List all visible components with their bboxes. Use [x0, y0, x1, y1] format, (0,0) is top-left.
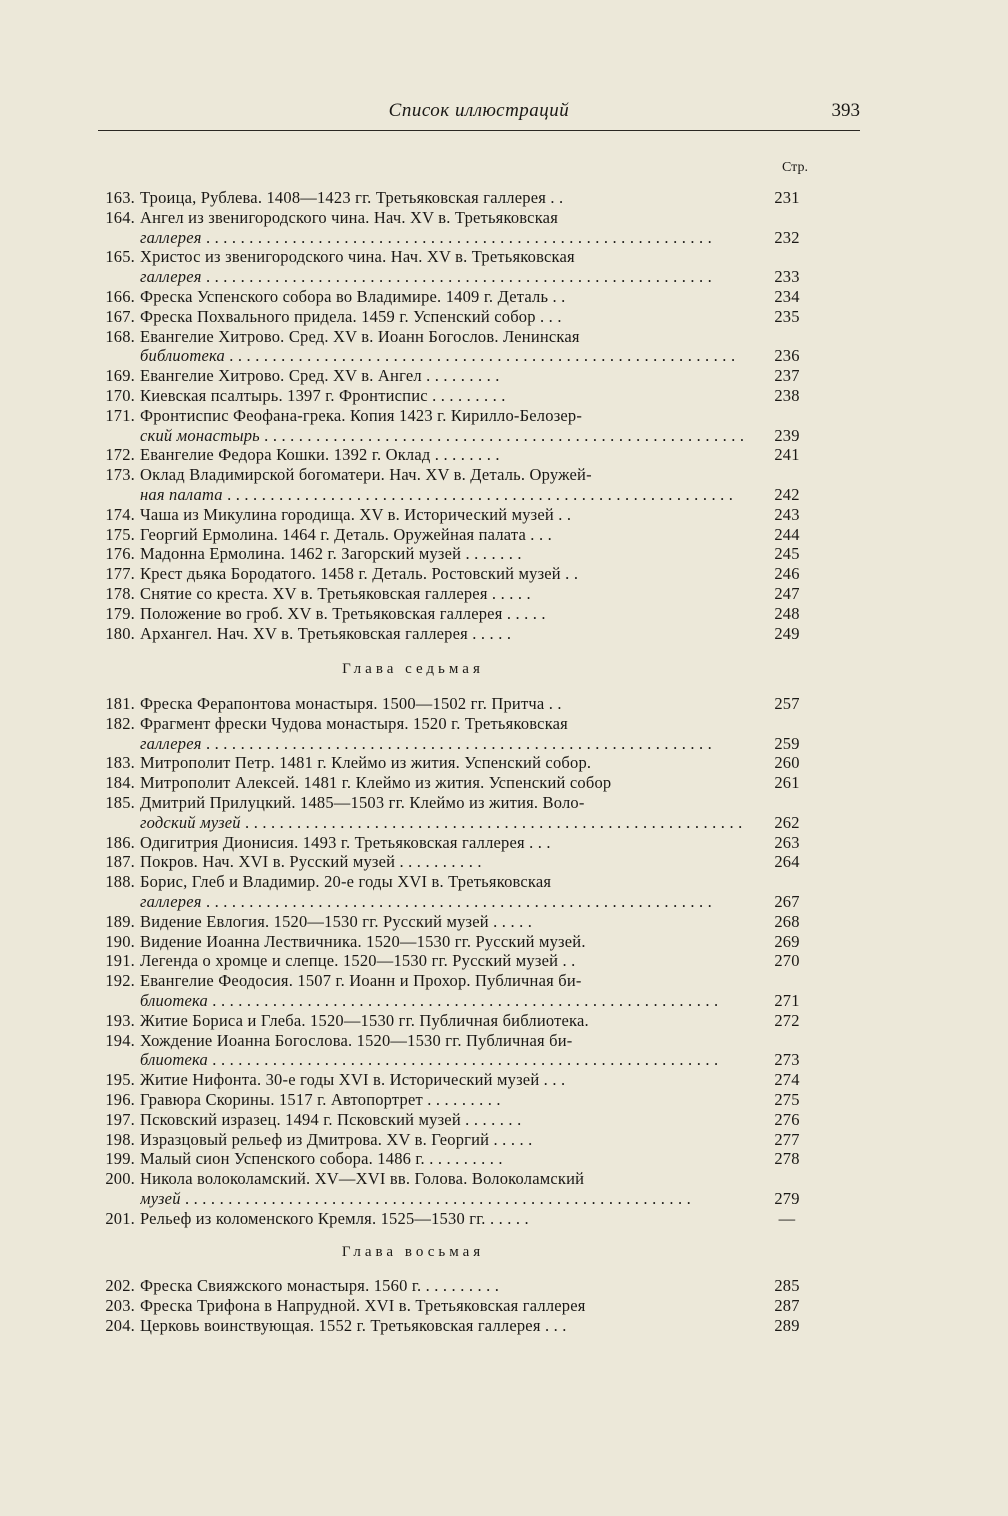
item-page-ref: 244: [774, 524, 800, 544]
item-caption-text: Георгий Ермолина. 1464 г. Деталь. Оружейная палата . . .: [140, 524, 552, 544]
item-page-ref: 260: [774, 753, 800, 773]
item-caption: [140, 386, 754, 406]
page-title: Список иллюстраций: [388, 100, 570, 121]
item-caption-text: Евангелие Хитрово. Сред. XV в. Иоанн Богослов. Ленинская: [140, 326, 580, 346]
item-page-ref: —: [778, 1208, 796, 1228]
item-caption-continuation: [140, 1189, 744, 1209]
item-caption-text: Псковский изразец. 1494 г. Псковский музей . . . . . . .: [140, 1109, 522, 1129]
item-caption: [140, 604, 754, 624]
item-page-ref: 257: [774, 694, 800, 713]
item-page-ref: 269: [774, 931, 800, 951]
item-caption-text: Архангел. Нач. XV в. Третьяковская галлерея . . . . .: [140, 623, 512, 643]
item-caption: [140, 951, 754, 971]
list-item: [92, 872, 820, 912]
item-caption-continuation: [140, 734, 744, 754]
item-caption-continuation: [140, 267, 744, 287]
list-item: [92, 1090, 820, 1110]
list-item: [92, 386, 820, 406]
item-number: 203.: [105, 1295, 135, 1315]
list-item: [92, 366, 820, 386]
item-caption-text: Фреска Успенского собора во Владимире. 1409 г. Деталь . .: [140, 286, 566, 306]
item-caption: [140, 872, 754, 912]
item-caption-text: Митрополит Петр. 1481 г. Клеймо из жития. Успенский собор.: [140, 753, 592, 773]
illustration-list-chapter-seven: [92, 694, 820, 1229]
item-page-ref: 233: [774, 267, 800, 287]
list-item: [92, 208, 820, 248]
list-item: [92, 932, 820, 952]
list-item: [92, 505, 820, 525]
item-number: 181.: [105, 694, 135, 713]
item-caption: [140, 247, 754, 287]
list-item: [92, 1031, 820, 1071]
item-caption: [140, 327, 754, 367]
item-page-ref: 231: [774, 188, 800, 207]
item-page-ref: 264: [774, 852, 800, 872]
item-page-ref: 272: [774, 1010, 800, 1030]
item-number: 170.: [105, 385, 135, 405]
item-caption: [140, 932, 754, 952]
page-number: 393: [831, 100, 860, 121]
item-number: 169.: [105, 366, 135, 386]
item-number: 191.: [105, 951, 135, 971]
item-caption: [140, 525, 754, 545]
item-caption-continuation: [140, 813, 744, 833]
item-page-ref: 239: [774, 425, 800, 445]
list-item: [92, 564, 820, 584]
item-caption-continuation-text: библиотека: [140, 346, 225, 366]
item-caption: [140, 624, 754, 644]
list-item: [92, 773, 820, 793]
item-caption-continuation-text: галлерея: [140, 733, 202, 753]
item-page-ref: 285: [774, 1276, 800, 1295]
item-number: 194.: [105, 1030, 135, 1050]
item-number: 164.: [105, 207, 135, 227]
item-caption-continuation: [140, 228, 744, 248]
item-number: 192.: [105, 971, 135, 991]
section-heading-chapter-eight: Глава восьмая: [341, 1244, 485, 1260]
item-caption-continuation: [140, 426, 744, 446]
page-column-label: Стр.: [782, 160, 808, 175]
item-page-ref: 268: [774, 911, 800, 931]
item-caption-text: Фреска Трифона в Напрудной. XVI в. Третьяковская галлерея: [140, 1295, 586, 1315]
list-item: [92, 287, 820, 307]
item-caption: [140, 1149, 754, 1169]
list-item: [92, 1316, 820, 1336]
illustration-list-chapter-six: [92, 188, 820, 643]
item-page-ref: 236: [774, 346, 800, 366]
item-caption-continuation: [140, 991, 744, 1011]
list-item: [92, 525, 820, 545]
item-caption-text: Евангелие Феодосия. 1507 г. Иоанн и Прохор. Публичная би-: [140, 971, 582, 991]
item-page-ref: 247: [774, 583, 800, 603]
item-caption: [140, 753, 754, 773]
item-page-ref: 232: [774, 227, 800, 247]
item-number: 180.: [105, 623, 135, 643]
item-caption-text: Фреска Похвального придела. 1459 г. Успенский собор . . .: [140, 306, 562, 326]
item-caption: [140, 1169, 754, 1209]
item-number: 195.: [105, 1070, 135, 1090]
item-caption-text: Покров. Нач. XVI в. Русский музей . . . . . . . . . .: [140, 852, 482, 872]
item-caption-continuation-text: галлерея: [140, 267, 202, 287]
item-caption: [140, 307, 754, 327]
item-caption: [140, 287, 754, 307]
item-caption: [140, 852, 754, 872]
item-number: 166.: [105, 286, 135, 306]
item-page-ref: 235: [774, 306, 800, 326]
item-page-ref: 276: [774, 1109, 800, 1129]
item-number: 174.: [105, 504, 135, 524]
item-caption-text: Гравюра Скорины. 1517 г. Автопортрет . . . . . . . . .: [140, 1089, 501, 1109]
item-number: 204.: [105, 1315, 135, 1335]
item-number: 184.: [105, 773, 135, 793]
item-number: 199.: [105, 1149, 135, 1169]
item-caption: [140, 793, 754, 833]
item-caption-text: Положение во гроб. XV в. Третьяковская галлерея . . . . .: [140, 603, 546, 623]
item-caption-text: Евангелие Федора Кошки. 1392 г. Оклад . . . . . . . .: [140, 445, 500, 465]
item-page-ref: 259: [774, 733, 800, 753]
item-caption-text: Житие Нифонта. 30-е годы XVI в. Исторический музей . . .: [140, 1070, 566, 1090]
item-number: 202.: [105, 1276, 135, 1295]
item-number: 193.: [105, 1010, 135, 1030]
item-caption-text: Изразцовый рельеф из Дмитрова. XV в. Георгий . . . . .: [140, 1129, 533, 1149]
item-number: 167.: [105, 306, 135, 326]
list-item: [92, 544, 820, 564]
item-page-ref: 249: [774, 623, 800, 643]
list-item: [92, 624, 820, 644]
item-caption-continuation-text: музей: [140, 1188, 181, 1208]
section-heading-chapter-seven: Глава седьмая: [342, 661, 484, 677]
item-caption-text: Фрагмент фрески Чудова монастыря. 1520 г. Третьяковская: [140, 713, 568, 733]
list-item: [92, 714, 820, 754]
item-caption-text: Христос из звенигородского чина. Нач. XV в. Третьяковская: [140, 247, 575, 267]
running-head: [98, 100, 860, 131]
list-item: [92, 971, 820, 1011]
item-number: 189.: [105, 911, 135, 931]
item-number: 165.: [105, 247, 135, 267]
list-item: [92, 793, 820, 833]
item-number: 168.: [105, 326, 135, 346]
item-page-ref: 274: [774, 1070, 800, 1090]
list-item: [92, 247, 820, 287]
item-caption: [140, 1011, 754, 1031]
item-page-ref: 234: [774, 286, 800, 306]
list-item: [92, 1296, 820, 1316]
item-caption: [140, 584, 754, 604]
item-caption-text: Дмитрий Прилуцкий. 1485—1503 гг. Клеймо из жития. Воло-: [140, 792, 585, 812]
illustration-list-chapter-eight: [92, 1276, 820, 1335]
item-page-ref: 241: [774, 445, 800, 465]
item-caption-continuation-text: блиотека: [140, 990, 208, 1010]
item-caption-text: Никола волоколамский. XV—XVI вв. Голова. Волоколамский: [140, 1169, 585, 1189]
item-caption-text: Чаша из Микулина городища. XV в. Исторический музей . .: [140, 504, 572, 524]
item-caption: [140, 366, 754, 386]
item-number: 178.: [105, 583, 135, 603]
item-page-ref: 248: [774, 603, 800, 623]
list-item: [92, 1276, 820, 1296]
item-number: 179.: [105, 603, 135, 623]
item-number: 172.: [105, 445, 135, 465]
item-page-ref: 270: [774, 951, 800, 971]
list-item: [92, 833, 820, 853]
item-number: 187.: [105, 852, 135, 872]
item-number: 182.: [105, 713, 135, 733]
item-number: 176.: [105, 544, 135, 564]
item-caption-text: Церковь воинствующая. 1552 г. Третьяковская галлерея . . .: [140, 1315, 567, 1335]
list-item: [92, 327, 820, 367]
item-caption: [140, 912, 754, 932]
list-item: [92, 406, 820, 446]
item-caption-text: Одигитрия Дионисия. 1493 г. Третьяковская галлерея . . .: [140, 832, 551, 852]
item-page-ref: 279: [774, 1188, 800, 1208]
item-page-ref: 237: [774, 366, 800, 386]
item-number: 177.: [105, 564, 135, 584]
item-caption: [140, 1130, 754, 1150]
item-page-ref: 271: [774, 990, 800, 1010]
item-caption-text: Евангелие Хитрово. Сред. XV в. Ангел . . . . . . . . .: [140, 366, 500, 386]
item-caption-continuation-text: годский музей: [140, 812, 241, 832]
list-item: [92, 912, 820, 932]
list-item: [92, 465, 820, 505]
item-page-ref: 242: [774, 484, 800, 504]
item-page-ref: 261: [774, 773, 800, 793]
item-number: 197.: [105, 1109, 135, 1129]
item-caption-text: Фреска Ферапонтова монастыря. 1500—1502 гг. Притча . .: [140, 694, 562, 713]
item-caption: [140, 1296, 754, 1316]
list-item: [92, 1130, 820, 1150]
list-item: [92, 1070, 820, 1090]
item-caption-text: Оклад Владимирской богоматери. Нач. XV в. Деталь. Оружей-: [140, 465, 592, 485]
item-number: 186.: [105, 832, 135, 852]
item-caption-continuation: [140, 892, 744, 912]
list-item: [92, 852, 820, 872]
item-page-ref: 246: [774, 564, 800, 584]
item-caption: [140, 714, 754, 754]
list-item: [92, 584, 820, 604]
item-caption-text: Крест дьяка Бородатого. 1458 г. Деталь. Ростовский музей . .: [140, 564, 579, 584]
item-page-ref: 245: [774, 544, 800, 564]
item-number: 163.: [105, 188, 135, 207]
item-caption-continuation-text: ная палата: [140, 484, 223, 504]
item-caption-continuation: [140, 1050, 744, 1070]
item-caption: [140, 1276, 754, 1296]
list-item: [92, 1209, 820, 1229]
item-page-ref: 287: [774, 1295, 800, 1315]
item-caption: [140, 833, 754, 853]
item-number: 196.: [105, 1089, 135, 1109]
list-item: [92, 1149, 820, 1169]
item-page-ref: 238: [774, 385, 800, 405]
item-caption: [140, 971, 754, 1011]
list-item: [92, 951, 820, 971]
item-caption-text: Видение Евлогия. 1520—1530 гг. Русский музей . . . . .: [140, 911, 533, 931]
item-caption: [140, 406, 754, 446]
item-caption-text: Троица, Рублева. 1408—1423 гг. Третьяковская галлерея . .: [140, 188, 564, 207]
item-caption: [140, 188, 754, 208]
item-caption-text: Легенда о хромце и слепце. 1520—1530 гг. Русский музей . .: [140, 951, 576, 971]
item-caption-text: Фронтиспис Феофана-грека. Копия 1423 г. Кирилло-Белозер-: [140, 405, 583, 425]
item-caption-continuation: [140, 346, 744, 366]
item-caption-continuation-text: блиотека: [140, 1050, 208, 1070]
item-page-ref: 273: [774, 1050, 800, 1070]
item-caption-text: Мадонна Ермолина. 1462 г. Загорский музей . . . . . . .: [140, 544, 522, 564]
item-caption-text: Малый сион Успенского собора. 1486 г. . . . . . . . . .: [140, 1149, 503, 1169]
item-number: 175.: [105, 524, 135, 544]
item-caption: [140, 465, 754, 505]
item-page-ref: 275: [774, 1089, 800, 1109]
item-caption: [140, 1209, 754, 1229]
item-page-ref: 243: [774, 504, 800, 524]
item-caption: [140, 1316, 754, 1336]
list-item: [92, 694, 820, 714]
item-caption-text: Ангел из звенигородского чина. Нач. XV в. Третьяковская: [140, 207, 558, 227]
item-caption: [140, 1090, 754, 1110]
item-number: 173.: [105, 465, 135, 485]
list-item: [92, 307, 820, 327]
list-item: [92, 753, 820, 773]
item-caption-text: Хождение Иоанна Богослова. 1520—1530 гг. Публичная би-: [140, 1030, 573, 1050]
item-caption: [140, 773, 754, 793]
item-number: 188.: [105, 872, 135, 892]
item-number: 183.: [105, 753, 135, 773]
item-number: 190.: [105, 931, 135, 951]
item-caption-continuation-text: галлерея: [140, 891, 202, 911]
item-caption-text: Борис, Глеб и Владимир. 20-е годы XVI в. Третьяковская: [140, 872, 552, 892]
item-caption-text: Видение Иоанна Лествичника. 1520—1530 гг. Русский музей.: [140, 931, 586, 951]
item-caption-text: Рельеф из коломенского Кремля. 1525—1530 гг. . . . . .: [140, 1208, 529, 1228]
item-caption-continuation: [140, 485, 744, 505]
list-item: [92, 445, 820, 465]
item-caption: [140, 208, 754, 248]
item-caption: [140, 505, 754, 525]
item-caption: [140, 1070, 754, 1090]
list-item: [92, 1011, 820, 1031]
item-caption: [140, 1031, 754, 1071]
item-number: 198.: [105, 1129, 135, 1149]
list-item: [92, 1169, 820, 1209]
item-page-ref: 277: [774, 1129, 800, 1149]
item-page-ref: 262: [774, 812, 800, 832]
item-caption-text: Фреска Свияжского монастыря. 1560 г. . . . . . . . . .: [140, 1276, 500, 1295]
list-item: [92, 604, 820, 624]
list-item: [92, 1110, 820, 1130]
item-caption: [140, 544, 754, 564]
item-caption: [140, 694, 754, 714]
item-number: 185.: [105, 792, 135, 812]
item-caption: [140, 445, 754, 465]
item-number: 171.: [105, 405, 135, 425]
item-caption: [140, 564, 754, 584]
item-page-ref: 263: [774, 832, 800, 852]
item-caption-text: Митрополит Алексей. 1481 г. Клеймо из жития. Успенский собор: [140, 773, 612, 793]
item-caption-continuation-text: ский монастырь: [140, 425, 260, 445]
item-caption-text: Киевская псалтырь. 1397 г. Фронтиспис . . . . . . . . .: [140, 385, 506, 405]
item-page-ref: 267: [774, 891, 800, 911]
item-caption-continuation-text: галлерея: [140, 227, 202, 247]
item-number: 201.: [105, 1208, 135, 1228]
item-number: 200.: [105, 1169, 135, 1189]
item-page-ref: 278: [774, 1149, 800, 1169]
item-caption-text: Снятие со креста. XV в. Третьяковская галлерея . . . . .: [140, 583, 531, 603]
item-caption: [140, 1110, 754, 1130]
list-item: [92, 188, 820, 208]
item-caption-text: Житие Бориса и Глеба. 1520—1530 гг. Публичная библиотека.: [140, 1010, 589, 1030]
item-page-ref: 289: [774, 1315, 800, 1335]
